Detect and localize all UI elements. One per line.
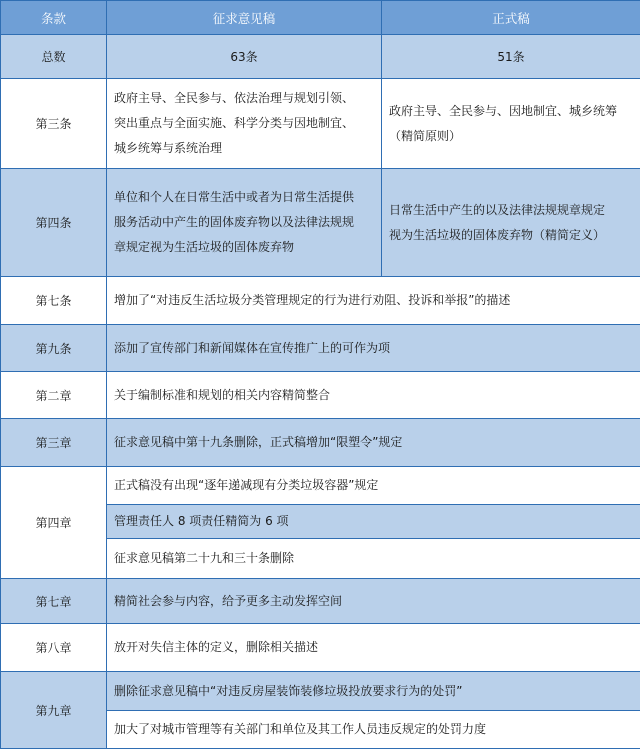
table-row <box>1 672 640 711</box>
header-row <box>1 1 640 35</box>
ch4-item: 管理责任人 8 项责任精简为 6 项 <box>107 505 640 539</box>
ch9-item: 删除征求意见稿中“对违反房屋装饰装修垃圾投放要求行为的处罚” <box>107 672 640 711</box>
header-clause: 条款 <box>1 1 107 35</box>
ch2-text: 关于编制标准和规划的相关内容精简整合 <box>107 372 640 419</box>
ch3-text: 征求意见稿中第十九条删除，正式稿增加“限塑令”规定 <box>107 419 640 467</box>
ch7-text: 精简社会参与内容，给予更多主动发挥空间 <box>107 579 640 624</box>
art3-draft-line: 突出重点与全面实施、科学分类与因地制宜、 <box>114 116 355 130</box>
table-row <box>1 277 640 325</box>
ch4-item: 征求意见稿第二十九和三十条删除 <box>107 539 640 579</box>
header-draft: 征求意见稿 <box>107 1 382 35</box>
row-label-ch2: 第二章 <box>1 372 107 419</box>
art4-final <box>382 169 640 277</box>
ch8-text: 放开对失信主体的定义，删除相关描述 <box>107 624 640 672</box>
art4-final-line: 视为生活垃圾的固体废弃物（精简定义） <box>389 227 606 242</box>
art3-final-line: 政府主导、全民参与、因地制宜、城乡统筹 <box>389 103 618 118</box>
table-row <box>1 624 640 672</box>
row-label-art7: 第七条 <box>1 277 107 325</box>
art4-draft-line: 单位和个人在日常生活中或者为日常生活提供 <box>114 190 355 204</box>
row-label-ch4: 第四章 <box>1 467 107 579</box>
row-label-art3: 第三条 <box>1 79 107 169</box>
art4-draft-line: 服务活动中产生的固体废弃物以及法律法规规 <box>114 215 355 229</box>
row-label-art4: 第四条 <box>1 169 107 277</box>
total-final: 51条 <box>382 35 640 79</box>
table-row <box>1 419 640 467</box>
art3-final-line: （精简原则） <box>389 128 462 143</box>
row-label-ch7: 第七章 <box>1 579 107 624</box>
row-label-art9: 第九条 <box>1 325 107 372</box>
row-label-ch8: 第八章 <box>1 624 107 672</box>
table-row <box>1 325 640 372</box>
row-label-ch3: 第三章 <box>1 419 107 467</box>
art3-draft-line: 城乡统筹与系统治理 <box>114 141 223 155</box>
art9-text: 添加了宣传部门和新闻媒体在宣传推广上的可作为项 <box>107 325 640 372</box>
art3-draft <box>107 79 382 169</box>
art3-final <box>382 79 640 169</box>
art4-draft <box>107 169 382 277</box>
art4-draft-line: 章规定视为生活垃圾的固体废弃物 <box>114 240 295 254</box>
table-row <box>1 372 640 419</box>
art4-final-line: 日常生活中产生的以及法律法规规章规定 <box>389 202 606 217</box>
table-row <box>1 79 640 169</box>
table-row <box>1 579 640 624</box>
art3-draft-line: 政府主导、全民参与、依法治理与规划引领、 <box>114 91 355 105</box>
header-final: 正式稿 <box>382 1 640 35</box>
ch9-item: 加大了对城市管理等有关部门和单位及其工作人员违反规定的处罚力度 <box>107 711 640 749</box>
table-row <box>1 35 640 79</box>
total-draft: 63条 <box>107 35 382 79</box>
art7-text: 增加了“对违反生活垃圾分类管理规定的行为进行劝阻、投诉和举报”的描述 <box>107 277 640 325</box>
table-row <box>1 169 640 277</box>
row-label-ch9: 第九章 <box>1 672 107 749</box>
table-row <box>1 467 640 505</box>
ch4-item: 正式稿没有出现“逐年递减现有分类垃圾容器”规定 <box>107 467 640 505</box>
row-label-total: 总数 <box>1 35 107 79</box>
